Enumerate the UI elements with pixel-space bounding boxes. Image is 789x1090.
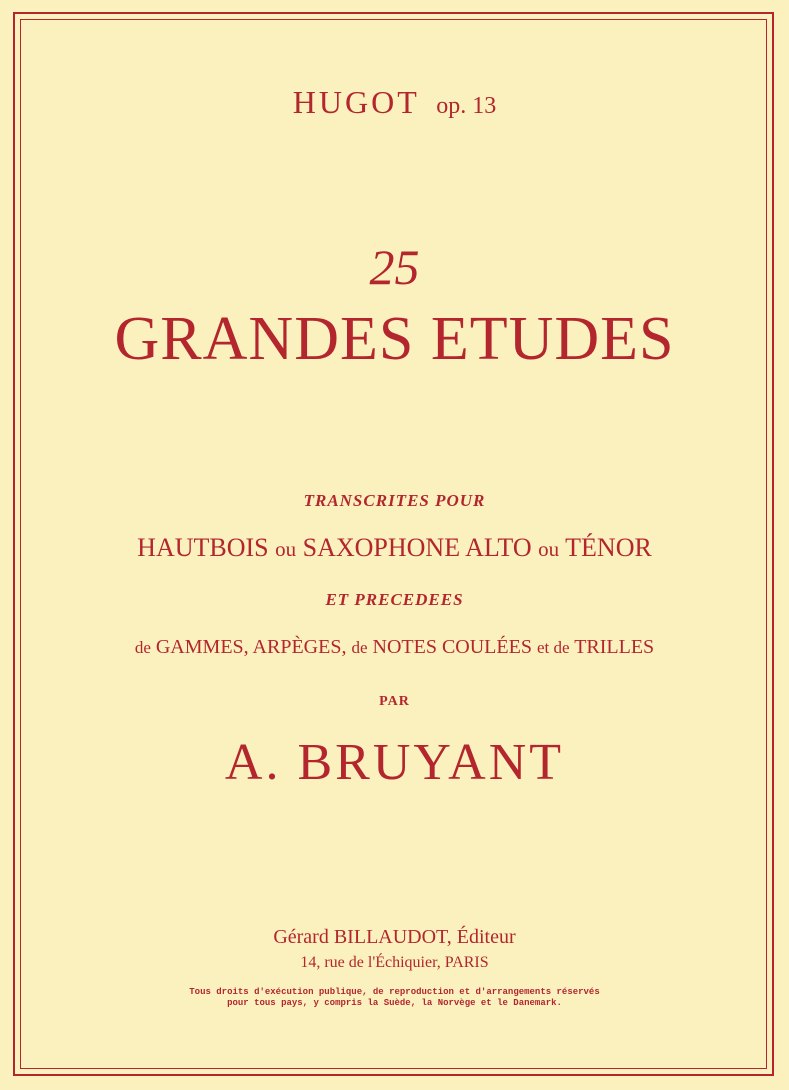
publisher-name: Gérard BILLAUDOT, Éditeur [273, 926, 516, 948]
composer-name: HUGOT [292, 84, 420, 120]
work-title: GRANDES ETUDES [114, 305, 675, 373]
trills: TRILLES [574, 636, 655, 658]
arranger-name: A. BRUYANT [224, 734, 565, 791]
slurred-notes: NOTES COULÉES [372, 636, 532, 658]
word-de-1: de [134, 638, 151, 657]
opus-number: op. 13 [436, 93, 497, 119]
transcribed-for: TRANSCRITES POUR [303, 491, 486, 510]
instrument-oboe: HAUTBOIS [137, 533, 269, 562]
conjunction-ou-1: ou [275, 537, 297, 561]
by-label: PAR [379, 694, 410, 709]
instruments-line [0, 533, 789, 563]
rights-notice-line-2: pour tous pays, y compris la Suède, la Norvège et le Danemark. [227, 998, 562, 1008]
preceded-by: ET PRECEDEES [325, 590, 464, 609]
publisher-address: 14, rue de l'Échiquier, PARIS [300, 954, 489, 971]
rights-notice-line-1: Tous droits d'exécution publique, de reproduction et d'arrangements réservés [189, 987, 600, 997]
word-de-2: de [351, 638, 368, 657]
scales-arpeggios: GAMMES, ARPÈGES, [155, 636, 347, 658]
word-et-de: et de [536, 638, 570, 657]
instrument-alto-sax: SAXOPHONE ALTO [302, 533, 532, 562]
composer-line [0, 84, 789, 121]
instrument-tenor: TÉNOR [565, 533, 652, 562]
etude-count: 25 [369, 239, 420, 295]
conjunction-ou-2: ou [538, 537, 560, 561]
contents-line [0, 636, 789, 659]
